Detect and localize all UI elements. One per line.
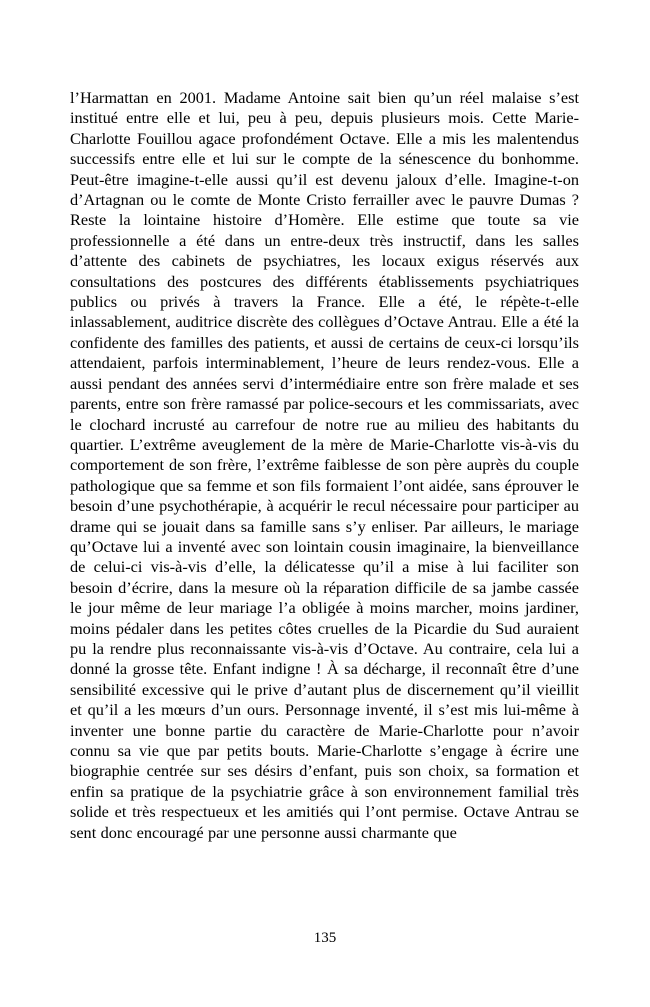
body-text-paragraph: l’Harmattan en 2001. Madame Antoine sait bien qu’un réel malaise s’est institué entre elle et lui, peu à peu, depuis plusieurs mois. Cette Marie-Charlotte Fouillou agace profondément Octave. Elle a mis les malentendus successifs entre elle et lui sur le compte de la sénescence du bonhomme. Peut-être imagine-t-elle aussi qu’il est devenu jaloux d’elle. Imagine-t-on d’Artagnan ou le comte de Monte Cristo ferrailler avec le pauvre Dumas ? Reste la lointaine histoire d’Homère. Elle estime que toute sa vie professionnelle a été dans un entre-deux très instructif, dans les salles d’attente des cabinets de psychiatres, les locaux exigus réservés aux consultations des postcures des différents établissements psychiatriques publics ou privés à travers la France. Elle a été, le répète-t-elle inlassablement, auditrice discrète des collègues d’Octave Antrau. Elle a été la confidente des familles des patients, et aussi de certains de ceux-ci lorsqu’ils attendaient, parfois interminablement, l’heure de leurs rendez-vous. Elle a aussi pendant des années servi d’intermédiaire entre son frère malade et ses parents, entre son frère ramassé par police-secours et les commissariats, avec le clochard incrusté au carrefour de notre rue au milieu des habitants du quartier. L’extrême aveuglement de la mère de Marie-Charlotte vis-à-vis du comportement de son frère, l’extrême faiblesse de son père auprès du couple pathologique que sa femme et son fils formaient l’ont aidée, sans éprouver le besoin d’une psychothérapie, à acquérir le recul nécessaire pour participer au drame qui se jouait dans sa famille sans s’y enliser. Par ailleurs, le mariage qu’Octave lui a inventé avec son lointain cousin imaginaire, la bienveillance de celui-ci vis-à-vis d’elle, la délicatesse qu’il a mise à lui faciliter son besoin d’écrire, dans la mesure où la réparation difficile de sa jambe cassée le jour même de leur mariage l’a obligée à moins marcher, moins jardiner, moins pédaler dans les petites côtes cruelles de la Picardie du Sud auraient pu la rendre plus reconnaissante vis-à-vis d’Octave. Au contraire, cela lui a donné la grosse tête. Enfant indigne ! À sa décharge, il reconnaît être d’une sensibilité excessive qui le prive d’autant plus de discernement qu’il vieillit et qu’il a les mœurs d’un ours. Personnage inventé, il s’est mis lui-même à inventer une bonne partie du caractère de Marie-Charlotte pour n’avoir connu sa vie que par petits bouts. Marie-Charlotte s’engage à écrire une biographie centrée sur ses désirs d’enfant, puis son choix, sa formation et enfin sa pratique de la psychiatrie grâce à son environnement familial très solide et très respectueux et les amitiés qui l’ont permise. Octave Antrau se sent donc encouragé par une personne aussi charmante que xyxy=(70,88,579,842)
page-number: 135 xyxy=(313,930,337,946)
